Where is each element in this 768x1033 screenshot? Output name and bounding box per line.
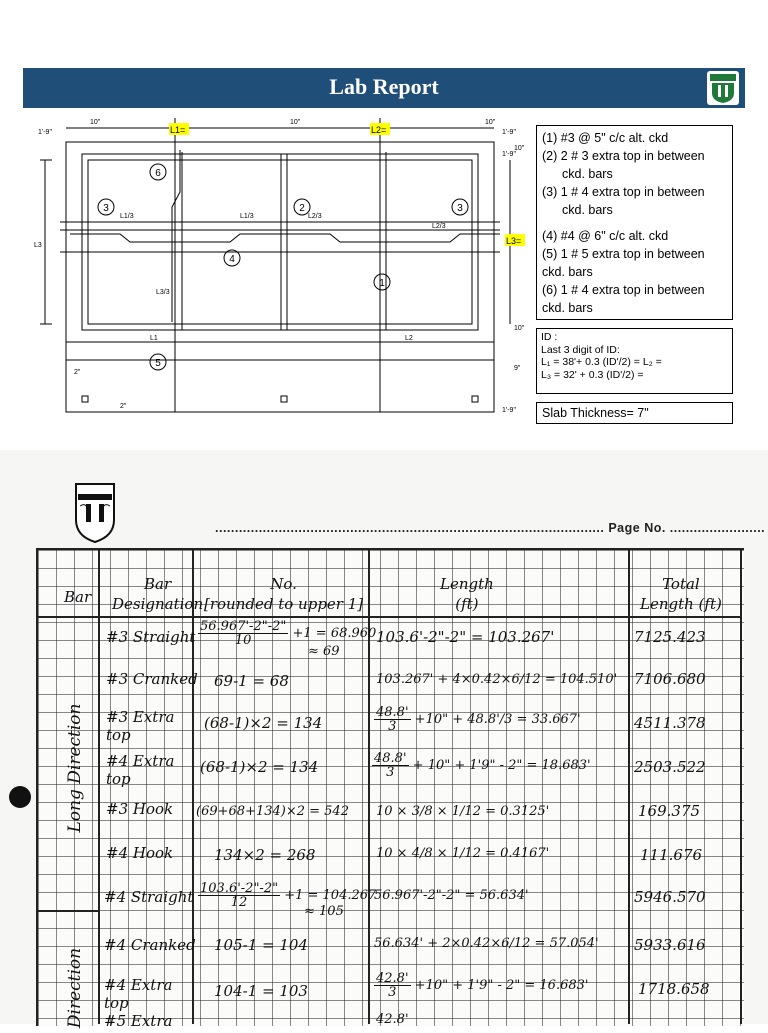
row4-total: 2503.522 <box>634 758 706 776</box>
callout-1: 1 <box>379 278 385 289</box>
row3-len-den: 3 <box>388 719 397 734</box>
row6-designation: #4 Hook <box>106 844 174 862</box>
row7-no-round: ≈ 105 <box>304 904 344 919</box>
row10-length: 42.8' <box>376 1012 409 1027</box>
row4-len-num: 48.8' <box>374 751 407 766</box>
row2-no: 69-1 = 68 <box>214 672 289 690</box>
label-L1-3b: L1/3 <box>240 213 254 220</box>
header-length: Length (ft) <box>440 575 494 613</box>
row5-designation: #3 Hook <box>106 800 174 818</box>
group-long-direction: Long Direction <box>65 703 85 833</box>
label-L2: L2 <box>405 335 413 342</box>
reinforcement-notes <box>536 125 733 320</box>
note-6: (6) 1 # 4 extra top in between <box>542 283 705 297</box>
ink-blot <box>9 786 31 808</box>
dim-right-10a: 10" <box>514 145 525 152</box>
row7-length: 56.967'-2"-2" = 56.634' <box>374 888 529 903</box>
page-no-label: Page No. ........................ <box>608 521 766 535</box>
callout-5: 5 <box>155 358 161 369</box>
row7-no-tail: +1 = 104.267 <box>284 888 377 903</box>
row9-len-rest: +10" + 1'9" - 2" = 16.683' <box>414 978 589 993</box>
lab-report-page <box>0 0 768 440</box>
dim-right-9: 9" <box>514 365 521 372</box>
row1-no-tail: +1 = 68.960 <box>292 626 377 641</box>
id-line-3: L₁ = 38'+ 0.3 (ID'/2) = L₂ = <box>541 356 662 368</box>
row7-no-den: 12 <box>230 895 248 910</box>
row4-len-den: 3 <box>386 765 395 780</box>
note-4: (4) #4 @ 6" c/c alt. ckd <box>542 229 669 243</box>
note-3-cont: ckd. bars <box>562 203 613 217</box>
label-l1-highlight: L1= <box>170 125 186 135</box>
row5-total: 169.375 <box>638 802 701 820</box>
row2-length: 103.267' + 4×0.42×6/12 = 104.510' <box>376 672 618 687</box>
row9-len-num: 42.8' <box>376 971 409 986</box>
row1-no-num: 56.967'-2"-2" <box>200 619 287 634</box>
row6-no: 134×2 = 268 <box>214 846 316 864</box>
callout-2: 2 <box>299 203 305 214</box>
header-designation: Bar Designation <box>112 575 204 613</box>
row2-total: 7106.680 <box>634 670 706 688</box>
row1-length: 103.6'-2"-2" = 103.267' <box>376 628 555 646</box>
note-3: (3) 1 # 4 extra top in between <box>542 185 705 199</box>
row1-no-den: 10 <box>234 633 252 648</box>
row7-total: 5946.570 <box>634 888 706 906</box>
label-l3-highlight: L3= <box>506 236 522 246</box>
dim-bottom-2b: 2" <box>120 403 127 410</box>
row3-len-num: 48.8' <box>376 705 409 720</box>
dim-right-19b: 1'-9" <box>502 407 516 414</box>
label-L2-3b: L2/3 <box>432 223 446 230</box>
row8-no: 105-1 = 104 <box>214 936 308 954</box>
label-L2-3a: L2/3 <box>308 213 322 220</box>
report-banner <box>23 68 745 108</box>
callout-4: 4 <box>229 254 235 265</box>
note-6-cont: ckd. bars <box>542 301 593 315</box>
dim-right-19a: 1'-9" <box>502 151 516 158</box>
dim-side-right: 1'-9" <box>502 129 516 136</box>
dim-side-left: 1'-9" <box>38 129 52 136</box>
row9-total: 1718.658 <box>638 980 710 998</box>
row4-length <box>372 752 591 779</box>
row7-designation: #4 Straight <box>104 888 194 906</box>
row3-length <box>374 706 581 733</box>
row3-len-rest: +10" + 48.8'/3 = 33.667' <box>414 712 581 727</box>
row5-length: 10 × 3/8 × 1/12 = 0.3125' <box>376 804 550 819</box>
header-bar: Bar <box>64 588 92 606</box>
row10-designation: #5 Extra <box>104 1012 173 1030</box>
slab-reinforcement-drawing <box>30 112 530 422</box>
callout-3-right: 3 <box>457 203 463 214</box>
row8-total: 5933.616 <box>634 936 706 954</box>
row9-len-den: 3 <box>388 985 397 1000</box>
dim-right-10b: 10" <box>514 325 525 332</box>
label-L1: L1 <box>150 335 158 342</box>
id-line-1: ID : <box>541 331 558 343</box>
dim-top-right: 10" <box>485 119 496 126</box>
report-title: Lab Report <box>329 74 439 99</box>
note-2: (2) 2 # 3 extra top in between <box>542 149 705 163</box>
row1-designation: #3 Straight <box>106 628 196 646</box>
label-L3: L3 <box>34 242 42 249</box>
label-L3-3: L3/3 <box>156 289 170 296</box>
row9-no: 104-1 = 103 <box>214 982 308 1000</box>
dim-top-left: 10" <box>90 119 101 126</box>
row4-designation: #4 Extra top <box>106 752 175 788</box>
aust-logo-icon <box>707 71 739 105</box>
row7-no <box>198 882 376 909</box>
row8-length: 56.634' + 2×0.42×6/12 = 57.054' <box>374 936 599 951</box>
row1-total: 7125.423 <box>634 628 706 646</box>
header-no: No. [rounded to upper 1] <box>204 575 364 613</box>
id-box <box>536 328 733 394</box>
note-2-cont: ckd. bars <box>562 167 613 181</box>
note-1: (1) #3 @ 5" c/c alt. ckd <box>542 131 669 145</box>
row6-length: 10 × 4/8 × 1/12 = 0.4167' <box>376 846 550 861</box>
row1-no-round: ≈ 69 <box>308 644 340 659</box>
row8-designation: #4 Cranked <box>104 936 196 954</box>
note-5-cont: ckd. bars <box>542 265 593 279</box>
row2-designation: #3 Cranked <box>106 670 198 688</box>
row9-designation: #4 Extra top <box>104 976 173 1012</box>
callout-3-left: 3 <box>103 203 109 214</box>
aust-crest-icon <box>72 480 118 544</box>
label-l2-highlight: L2= <box>371 125 387 135</box>
label-L1-3a: L1/3 <box>120 213 134 220</box>
row3-designation: #3 Extra top <box>106 708 175 744</box>
slab-thickness: Slab Thickness= 7" <box>536 402 733 424</box>
id-line-4: L₃ = 32' + 0.3 (ID'/2) = <box>541 368 644 381</box>
group-short-direction: Direction <box>65 947 85 1029</box>
row6-total: 111.676 <box>640 846 703 864</box>
page-dots: .................................................................................................. <box>215 521 605 535</box>
page-number-line <box>215 521 765 535</box>
row3-no: (68-1)×2 = 134 <box>204 714 323 732</box>
note-5: (5) 1 # 5 extra top in between <box>542 247 705 261</box>
row5-no: (69+68+134)×2 = 542 <box>196 804 349 819</box>
dim-bottom-2a: 2" <box>74 369 81 376</box>
callout-6: 6 <box>155 168 161 179</box>
row3-total: 4511.378 <box>634 714 706 732</box>
row4-no: (68-1)×2 = 134 <box>200 758 319 776</box>
row1-no <box>198 620 376 647</box>
row9-length <box>374 972 588 999</box>
id-line-2: Last 3 digit of ID: <box>541 343 620 356</box>
row7-no-num: 103.6'-2"-2" <box>200 881 279 896</box>
dim-top-mid: 10" <box>290 119 301 126</box>
row4-len-rest: + 10" + 1'9" - 2" = 18.683' <box>412 758 591 773</box>
header-total: Total Length (ft) <box>640 575 722 613</box>
